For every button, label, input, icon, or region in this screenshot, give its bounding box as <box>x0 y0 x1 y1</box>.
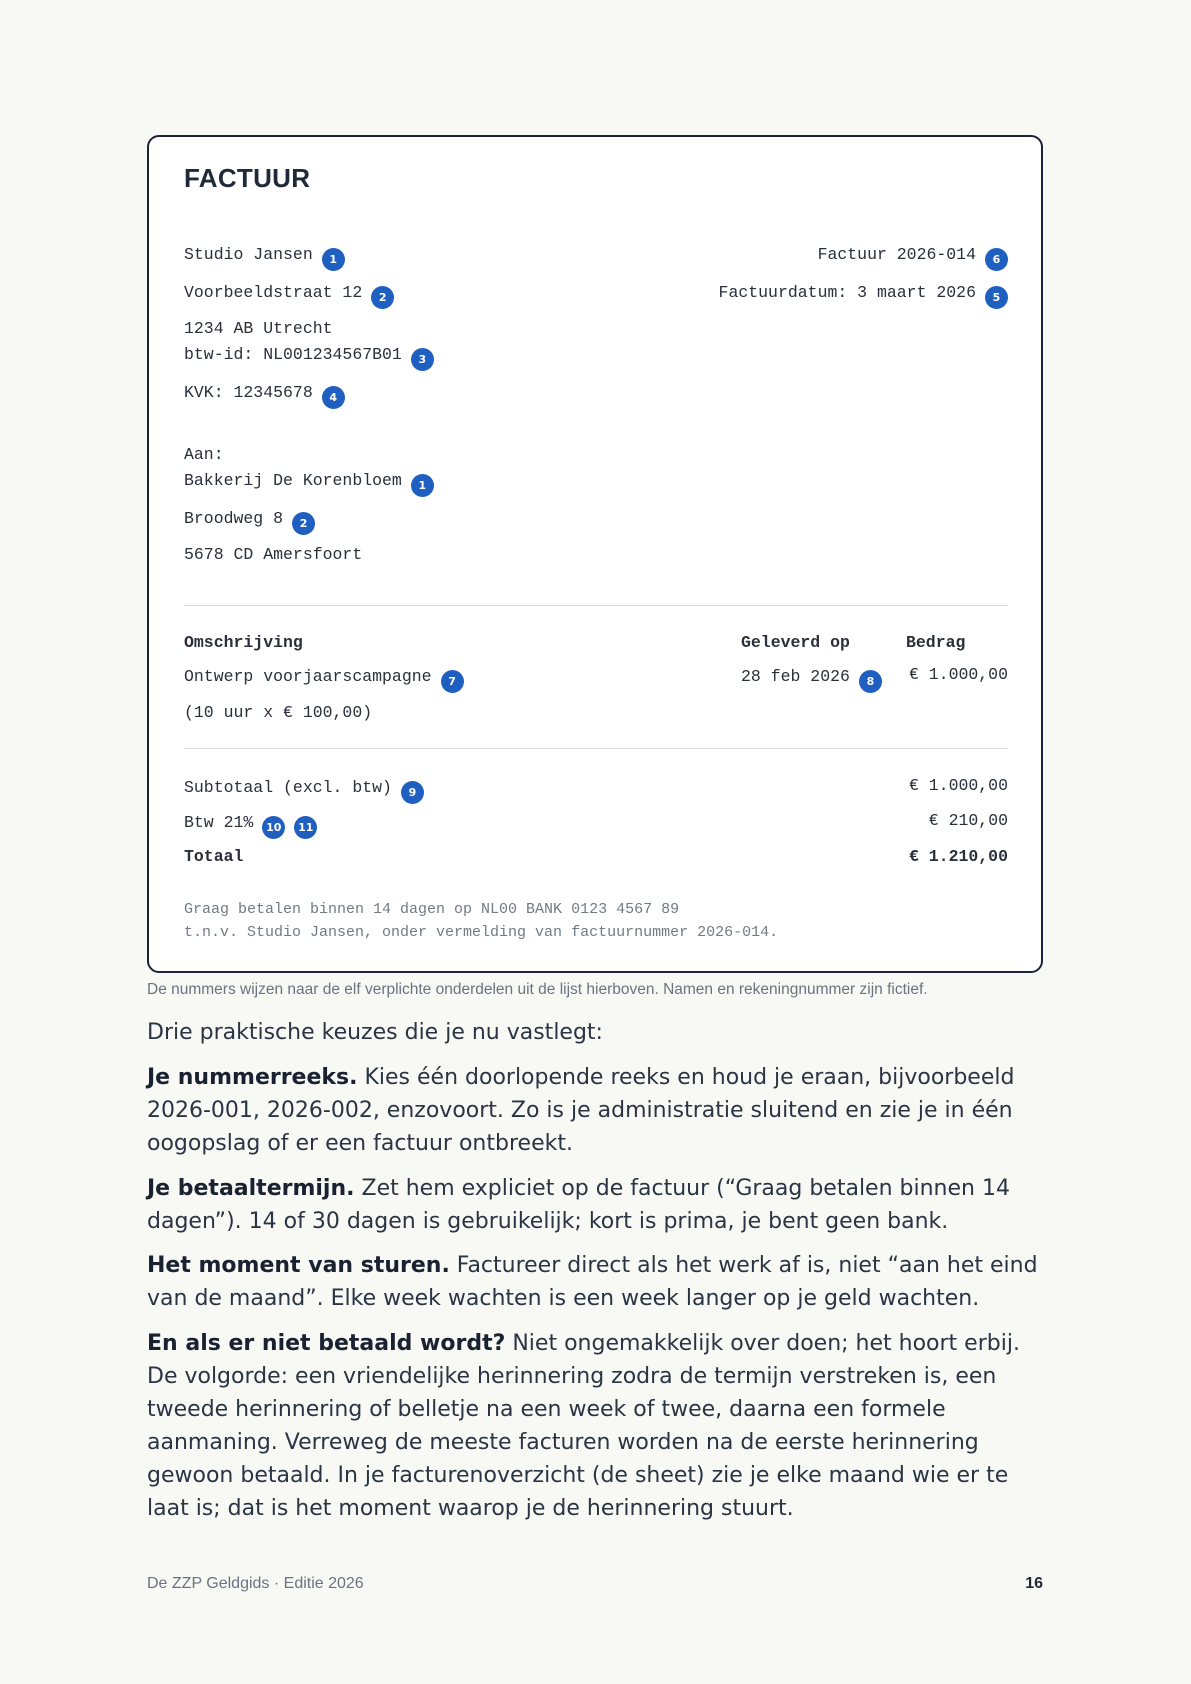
divider <box>184 748 1008 749</box>
sender-vat-id: btw-id: NL001234567B01 <box>184 344 402 364</box>
column-header-amount: Bedrag <box>906 633 966 652</box>
vat-value: € 210,00 <box>928 811 1008 830</box>
paragraph-payment-term <box>147 1172 1047 1238</box>
sender-vat-line <box>184 343 434 366</box>
figure-caption: De nummers wijzen naar de elf verplichte onderdelen uit de lijst hierboven. Namen en rekeningnummer zijn fictief. <box>147 981 928 998</box>
intro-text: Drie praktische keuzes die je nu vastlegt: <box>147 1020 603 1045</box>
column-header-description: Omschrijving <box>184 633 303 652</box>
paragraph-lead: Het moment van sturen. <box>147 1253 450 1278</box>
invoice-example <box>147 135 1043 973</box>
marker-badge: 10 <box>262 816 285 839</box>
marker-badge: 7 <box>441 670 464 693</box>
paragraph-body: Zet hem expliciet op de factuur (“Graag betalen binnen 14 dagen”). 14 of 30 dagen is gebruikelijk; kort is prima, je bent geen bank. <box>147 1176 1010 1234</box>
marker-badge: 5 <box>985 286 1008 309</box>
paragraph-lead: Je nummerreeks. <box>147 1065 358 1090</box>
paragraph-numbering <box>147 1061 1047 1160</box>
recipient-label: Aan: <box>184 445 224 464</box>
sender-kvk-line <box>184 381 345 404</box>
marker-badge: 1 <box>322 248 345 271</box>
column-header-delivered: Geleverd op <box>741 633 850 652</box>
marker-badge: 4 <box>322 386 345 409</box>
payment-note-line-1: Graag betalen binnen 14 dagen op NL00 BANK 0123 4567 89 <box>184 901 680 918</box>
footer-publication: De ZZP Geldgids · Editie 2026 <box>147 1575 364 1592</box>
sender-street: Voorbeeldstraat 12 <box>184 282 363 302</box>
row-description: Ontwerp voorjaarscampagne <box>184 666 432 686</box>
paragraph-body: Factureer direct als het werk af is, niet “aan het eind van de maand”. Elke week wachten is een week langer op je geld wachten. <box>147 1253 1038 1311</box>
paragraph-body: Niet ongemakkelijk over doen; het hoort erbij. De volgorde: een vriendelijke herinnering zodra de termijn verstreken is, een tweede herinnering of belletje na een week of twee, daarna een formele aanmaning. Verreweg de meeste facturen worden na de eerste herinnering gewoon betaald. In je facturenoverzicht (de sheet) zie je elke maand wie er te laat is; dat is het moment waarop je de herinnering stuurt. <box>147 1331 1020 1521</box>
subtotal-label: Subtotaal (excl. btw) <box>184 777 392 797</box>
row-delivered: 28 feb 2026 <box>741 666 850 686</box>
invoice-date: Factuurdatum: 3 maart 2026 <box>718 282 976 302</box>
sender-street-line <box>184 281 394 304</box>
recipient-name-line <box>184 469 434 492</box>
paragraph-lead: En als er niet betaald wordt? <box>147 1331 506 1356</box>
row-amount: € 1.000,00 <box>908 665 1008 684</box>
total-label: Totaal <box>184 847 244 866</box>
recipient-name: Bakkerij De Korenbloem <box>184 470 402 490</box>
invoice-date-line <box>719 281 1008 304</box>
sender-city: 1234 AB Utrecht <box>184 319 333 338</box>
vat-line <box>184 811 317 834</box>
recipient-street: Broodweg 8 <box>184 508 284 528</box>
sender-kvk: KVK: 12345678 <box>184 382 313 402</box>
paragraph-body: Kies één doorlopende reeks en houd je eraan, bijvoorbeeld 2026-001, 2026-002, enzovoort. Zo is je administratie sluitend en zie je in één oogopslag of er een factuur ontbreekt. <box>147 1065 1015 1156</box>
row-description-line <box>184 665 464 688</box>
marker-badge: 3 <box>411 348 434 371</box>
invoice-number-line <box>818 243 1008 266</box>
marker-badge: 1 <box>411 474 434 497</box>
subtotal-line <box>184 776 424 799</box>
recipient-city: 5678 CD Amersfoort <box>184 545 363 564</box>
marker-badge: 11 <box>294 816 317 839</box>
page-number: 16 <box>1025 1575 1043 1592</box>
paragraph-lead: Je betaaltermijn. <box>147 1176 355 1201</box>
marker-badge: 8 <box>859 670 882 693</box>
marker-badge: 9 <box>401 781 424 804</box>
sender-name-line <box>184 243 345 266</box>
vat-label: Btw 21% <box>184 812 254 832</box>
invoice-title: FACTUUR <box>184 163 311 193</box>
subtotal-value: € 1.000,00 <box>908 776 1008 795</box>
invoice-number: Factuur 2026-014 <box>817 244 976 264</box>
row-detail: (10 uur x € 100,00) <box>184 703 373 722</box>
marker-badge: 2 <box>292 512 315 535</box>
paragraph-send-moment <box>147 1249 1047 1315</box>
marker-badge: 2 <box>371 286 394 309</box>
payment-note-line-2: t.n.v. Studio Jansen, onder vermelding van factuurnummer 2026-014. <box>184 924 779 941</box>
sender-name: Studio Jansen <box>184 244 313 264</box>
recipient-street-line <box>184 507 315 530</box>
total-value: € 1.210,00 <box>908 847 1008 866</box>
row-delivered-line <box>741 665 882 688</box>
marker-badge: 6 <box>985 248 1008 271</box>
paragraph-non-payment <box>147 1327 1047 1525</box>
divider <box>184 605 1008 606</box>
